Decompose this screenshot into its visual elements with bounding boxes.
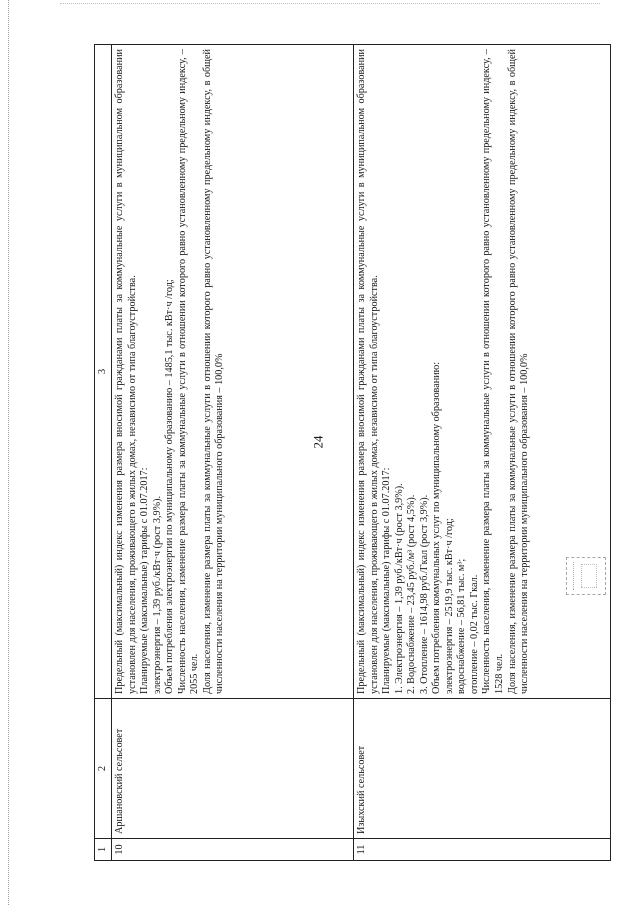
municipality-name: Изыхский сельсовет xyxy=(354,699,611,839)
rotated-page-content xyxy=(94,44,611,861)
header-cell-2: 2 xyxy=(95,699,112,839)
description-line: электроэнергия – 2519,9 тыс. кВт·ч /год; xyxy=(443,518,455,694)
ink-stamp-mark xyxy=(566,557,606,595)
description-line: Доля населения, изменение размера платы за коммунальные услуги в отношении которого равно установленному предельному индексу, в общей численности населения на территории муниципального образования – 100,0% xyxy=(201,49,226,694)
row-description xyxy=(112,45,354,699)
table-header-row xyxy=(95,45,112,861)
description-line: Численность населения, изменение размера платы за коммунальные услуги в отношении которого равно установленному предельному индексу, – 2055 чел. xyxy=(176,49,201,694)
description-line: Планируемые (максимальные) тарифы с 01.07.2017: xyxy=(381,467,393,694)
description-line: Объем потребления коммунальных услуг по муниципальному образованию: xyxy=(431,361,443,694)
description-line: Объем потребления электроэнергии по муниципальному образованию – 1485,1 тыс. кВт·ч /год; xyxy=(164,279,176,694)
header-cell-1: 1 xyxy=(95,839,112,861)
rotated-page-frame xyxy=(94,44,611,861)
tariff-table xyxy=(94,44,611,861)
description-line: Доля населения, изменение размера платы за коммунальные услуги в отношении которого равно установленному предельному индексу, в общей численности населения на территории муниципального образования – 100,0% xyxy=(506,49,531,694)
municipality-name: Аршановский сельсовет xyxy=(112,699,354,839)
description-line: отопление – 0,02 тыс. Гкал. xyxy=(468,574,480,694)
description-line: Предельный (максимальный) индекс изменения размера вносимой гражданами платы за коммунальные услуги в муниципальном образовании установлен для населения, проживающего в жилых домах, независимо от типа благоустройства. xyxy=(114,49,138,694)
row-number: 11 xyxy=(354,839,611,861)
description-line: водоснабжение – 56,81 тыс. м³; xyxy=(456,558,468,694)
description-line: Планируемые (максимальные) тарифы с 01.07.2017: xyxy=(139,467,151,694)
description-line: Предельный (максимальный) индекс изменения размера вносимой гражданами платы за коммунальные услуги в муниципальном образовании установлен для населения, проживающего в жилых домах, независимо от типа благоустройства. xyxy=(356,49,380,694)
page-number: 24 xyxy=(310,435,326,449)
description-line: 1. Электроэнергия – 1,39 руб./кВт·ч (рост 3,9%). xyxy=(393,483,405,694)
scan-edge-left xyxy=(8,0,10,905)
description-line: 3. Отопление – 1614,98 руб./Гкал (рост 3,9%). xyxy=(418,494,430,694)
row-number: 10 xyxy=(112,839,354,861)
description-line: 2. Водоснабжение – 23,45 руб./м³ (рост 4,5%). xyxy=(406,494,418,694)
row-description xyxy=(354,45,611,699)
table-row xyxy=(112,45,354,861)
scan-edge-top xyxy=(60,3,600,5)
description-line: электроэнергия – 1,39 руб./кВт·ч (рост 3,9%). xyxy=(151,495,163,694)
header-cell-3: 3 xyxy=(95,45,112,699)
table-row xyxy=(354,45,611,861)
description-line: Численность населения, изменение размера платы за коммунальные услуги в отношении которого равно установленному предельному индексу, – 1528 чел. xyxy=(481,49,506,694)
